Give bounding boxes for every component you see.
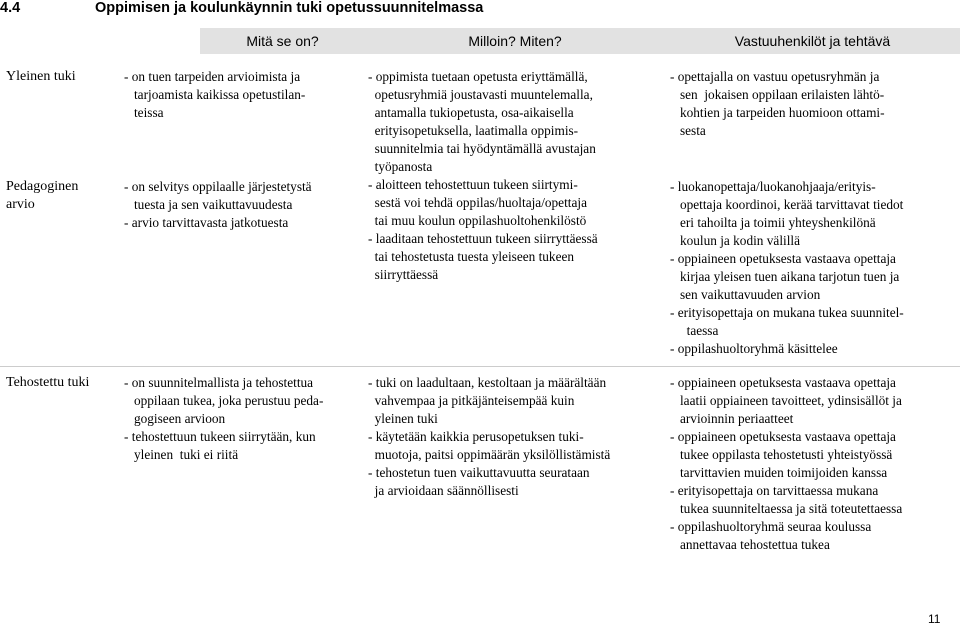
cell-who-general-support: - opettajalla on vastuu opetusryhmän ja sen jokaisen oppilaan erilaisten lähtö- kohtien ja tarpeiden huomioon ottami- sesta	[670, 69, 885, 138]
cell-who-pedagogical-assessment: - luokanopettaja/luokanohjaaja/erityis- opettaja koordinoi, kerää tarvittavat tiedot eri tahoilta ja toimii yhteyshenkilönä koulun ja kodin välillä - oppiaineen opetuksesta vastaava opettaja kirjaa yleisen tuen aikana tarjotun tuen ja sen vaikuttavuuden arvion - erityisopettaja on mukana tukea suunnitel- taessa - oppilashuoltoryhmä käsittelee	[670, 179, 904, 356]
header-what: Mitä se on?	[200, 28, 365, 54]
section-heading	[0, 0, 960, 20]
section-number: 4.4	[0, 0, 21, 16]
row-label-pedagogical-assessment: Pedagoginen arvio	[6, 179, 79, 212]
cell-what-intensified-support: - on suunnitelmallista ja tehostettua oppilaan tukea, joka perustuu peda- gogiseen arvioon - tehostettuun tukeen siirrytään, kun yleinen tuki ei riitä	[124, 375, 324, 462]
cell-when-intensified-support: - tuki on laadultaan, kestoltaan ja määrältään vahvempaa ja pitkäjänteisempää kuin yleinen tuki - käytetään kaikkia perusopetuksen tuki- muotoja, paitsi oppimäärän yksilöllistämistä - tehostetun tuen vaikuttavuutta seurataan ja arvioidaan säännöllisesti	[368, 375, 611, 498]
header-responsible: Vastuuhenkilöt ja tehtävä	[665, 28, 960, 54]
header-when-how: Milloin? Miten?	[365, 28, 665, 54]
page-number: 11	[928, 612, 941, 626]
cell-who-intensified-support: - oppiaineen opetuksesta vastaava opettaja laatii oppiaineen tavoitteet, ydinsisällöt ja arvioinnin periaatteet - oppiaineen opetuksesta vastaava opettaja tukee oppilasta tehostetusti yhteistyössä tarvittavien muiden toimijoiden kanssa - erityisopettaja on tarvittaessa mukana tukea suunniteltaessa ja sitä toteutettaessa - oppilashuoltoryhmä seuraa koulussa annettavaa tehostettua tukea	[670, 375, 903, 552]
row-label-general-support: Yleinen tuki	[6, 69, 76, 84]
cell-when-general-support: - oppimista tuetaan opetusta eriyttämällä, opetusryhmiä joustavasti muuntelemalla, antamalla tukiopetusta, osa-aikaisella erityisopetuksella, laatimalla oppimis- suunnitelmia tai hyödyntämällä avustajan työpanosta - aloitteen tehostettuun tukeen siirtymi- sestä voi tehdä oppilas/huoltaja/opettaja tai muu koulun oppilashuoltohenkilöstö - laaditaan tehostettuun tukeen siirryttäessä tai tehostetusta tuesta yleiseen tukeen siirryttäessä	[368, 69, 598, 282]
table-header	[0, 28, 960, 54]
cell-what-pedagogical-assessment: - on selvitys oppilaalle järjestetystä tuesta ja sen vaikuttavuudesta - arvio tarvittavasta jatkotuesta	[124, 179, 312, 230]
table-divider	[0, 366, 960, 367]
row-label-intensified-support: Tehostettu tuki	[6, 375, 90, 390]
cell-what-general-support: - on tuen tarpeiden arvioimista ja tarjoamista kaikissa opetustilan- teissa	[124, 69, 306, 120]
header-blank-cell	[0, 28, 200, 54]
section-title: Oppimisen ja koulunkäynnin tuki opetussuunnitelmassa	[95, 0, 484, 16]
